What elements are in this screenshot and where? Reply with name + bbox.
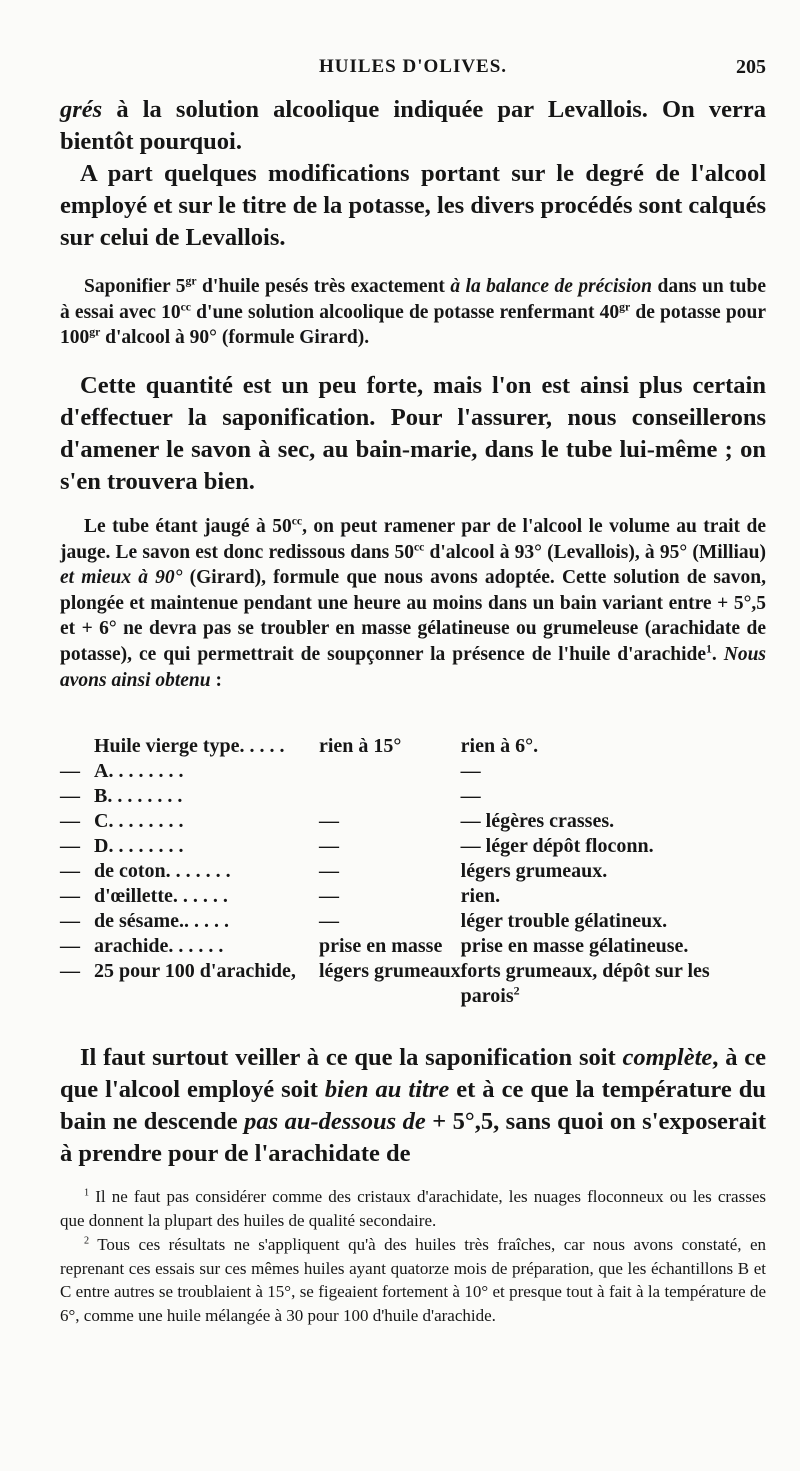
unit-superscript: gr <box>185 274 197 288</box>
italic-phrase: bien au titre <box>324 1076 450 1103</box>
footnote-text: Il ne faut pas considérer comme des cristaux d'arachidate, les nuages floconneux ou les crasses que donnent la plupart des huiles de qualité secondaire. <box>60 1187 766 1230</box>
unit-superscript: cc <box>180 300 191 314</box>
oil-name-text: arachide. . . . . . <box>94 935 224 957</box>
ditto-mark-text: — <box>60 960 80 982</box>
oil-name <box>94 959 319 1009</box>
ditto-mark-text: — <box>60 760 80 782</box>
result-15-deg-text: — <box>319 835 339 857</box>
running-title: HUILES D'OLIVES. <box>318 56 508 77</box>
table-row <box>60 859 766 884</box>
page-header <box>60 56 766 86</box>
italic-phrase: et mieux à 90° <box>60 567 183 589</box>
oil-name <box>94 809 319 834</box>
table-row <box>60 934 766 959</box>
ditto-mark <box>60 734 94 759</box>
italic-phrase: pas au-dessous de <box>244 1108 426 1135</box>
unit-superscript: cc <box>413 540 425 554</box>
footnote-1 <box>60 1185 766 1232</box>
text-run: + 5°,5, sans quoi on s'exposerait à prendre pour de l'arachidate de <box>60 1108 767 1167</box>
text-run: (Girard), formule que nous avons adoptée. Cette solution de savon, plongée et maintenue pendant une heure au moins dans un bain variant entre + 5°,5 et + 6° ne devra pas se troubler en masse gélatineuse ou grumeleuse (arachidate de potasse), ce qui permettrait de soupçonner la présence de l'huile d'arachide <box>60 567 766 665</box>
table-row <box>60 759 766 784</box>
ditto-mark <box>60 809 94 834</box>
ditto-mark-text: — <box>60 935 80 957</box>
result-15-deg <box>319 859 461 884</box>
oil-name <box>94 934 319 959</box>
text-run: d'alcool à 93° (Levallois), à 95° (Milliau) <box>424 541 766 563</box>
result-6-deg-text: — légères crasses. <box>460 810 615 832</box>
paragraph-conclusion <box>60 1042 766 1170</box>
oil-name-text: d'œillette. . . . . . <box>94 885 228 907</box>
ditto-mark <box>60 759 94 784</box>
paragraph-quantity: Cette quantité est un peu forte, mais l'on est ainsi plus certain d'effectuer la saponification. Pour l'assurer, nous conseillerons d'amener le savon à sec, au bain-marie, dans le tube lui-même ; on s'en trouvera bien. <box>60 372 766 495</box>
text-run: , à ce que l'alcool employé soit <box>60 1044 767 1103</box>
oil-name <box>94 884 319 909</box>
ditto-mark <box>60 859 94 884</box>
result-6-deg-text: rien. <box>460 885 501 907</box>
result-6-deg-text: — <box>460 785 481 807</box>
result-6-deg <box>461 909 766 934</box>
ditto-mark-text: — <box>60 860 80 882</box>
text-run: d'huile pesés très exactement <box>196 276 451 297</box>
result-6-deg <box>461 959 766 1009</box>
ditto-mark-text: — <box>60 835 80 857</box>
unit-superscript: gr <box>89 325 101 339</box>
result-15-deg <box>319 809 461 834</box>
result-15-deg-text: — <box>319 885 339 907</box>
footnote-text: Tous ces résultats ne s'appliquent qu'à des huiles très fraîches, car nous avons constaté, en reprenant ces essais sur ces mêmes huiles ayant quatorze mois de préparation, que les échantillons B et C entre autres se troublaient à 15°, se figeaient fortement à 10° et presque tout à fait à la température de 6°, comme une huile mélangée à 30 pour 100 d'huile d'arachide. <box>60 1235 766 1325</box>
result-15-deg <box>319 934 461 959</box>
paragraph-text: à la solution alcoolique indiquée par Levallois. On verra bientôt pourquoi. <box>60 96 766 155</box>
result-6-deg <box>461 834 766 859</box>
result-15-deg-text: — <box>319 860 339 882</box>
oil-name-text: de sésame.. . . . . <box>94 910 229 932</box>
oil-name <box>94 909 319 934</box>
result-6-deg-text: — <box>460 760 481 782</box>
result-6-deg-text: prise en masse gélatineuse. <box>460 935 689 957</box>
unit-superscript: gr <box>619 300 631 314</box>
ditto-mark <box>60 934 94 959</box>
result-6-deg <box>461 759 766 784</box>
result-15-deg <box>319 759 461 784</box>
result-6-deg <box>461 809 766 834</box>
ditto-mark-text: — <box>60 810 80 832</box>
text-run: Saponifier 5 <box>84 276 186 297</box>
text-run: , on peut ramener par de l'alcool le volume au trait de jauge. Le savon est donc redissous dans 50 <box>60 516 766 563</box>
result-15-deg <box>319 734 461 759</box>
results-table <box>60 734 766 1009</box>
italic-phrase: à la balance de précision <box>450 276 653 297</box>
result-6-deg <box>461 859 766 884</box>
result-15-deg <box>319 834 461 859</box>
ditto-mark-text: — <box>60 785 80 807</box>
oil-name <box>94 784 319 809</box>
footnote-ref: 1 <box>706 642 712 656</box>
oil-name-text: C. . . . . . . . <box>94 810 184 832</box>
ditto-mark <box>60 959 94 1009</box>
result-15-deg <box>319 784 461 809</box>
oil-name-text: de coton. . . . . . . <box>94 860 231 882</box>
result-6-deg-text: rien à 6°. <box>460 735 539 757</box>
table-row <box>60 784 766 809</box>
ditto-mark <box>60 884 94 909</box>
text-run: : <box>210 669 222 691</box>
ditto-mark <box>60 834 94 859</box>
result-6-deg-text: — léger dépôt floconn. <box>460 835 654 857</box>
table-row <box>60 884 766 909</box>
oil-name-text: Huile vierge type. . . . . <box>94 735 285 757</box>
oil-name <box>94 834 319 859</box>
oil-name-text: B. . . . . . . . <box>94 785 183 807</box>
text-run: Le tube étant jaugé à 50 <box>84 516 292 537</box>
result-15-deg <box>319 909 461 934</box>
footnote-number: 2 <box>84 1235 90 1247</box>
text-run: d'alcool à 90° (formule Girard). <box>100 327 370 349</box>
result-15-deg-text: rien à 15° <box>319 735 402 757</box>
result-6-deg-text: légers grumeaux. <box>460 860 608 882</box>
result-6-deg <box>461 784 766 809</box>
paragraph-procedures: A part quelques modifications portant sur le degré de l'alcool employé et sur le titre de la potasse, les divers procédés sont calqués sur celui de Levallois. <box>60 160 766 251</box>
ditto-mark-text: — <box>60 885 80 907</box>
paragraph-tube-procedure <box>60 514 766 693</box>
result-15-deg <box>319 959 461 1009</box>
oil-name <box>94 859 319 884</box>
footnote-2 <box>60 1233 766 1327</box>
result-6-deg <box>461 884 766 909</box>
text-run: Il faut surtout veiller à ce que la saponification soit <box>80 1044 623 1071</box>
page-number: 205 <box>736 56 766 78</box>
table-row <box>60 809 766 834</box>
result-15-deg-text: prise en masse <box>319 935 443 957</box>
oil-name-text: A. . . . . . . . <box>94 760 184 782</box>
result-6-deg-text: forts grumeaux, dépôt sur les parois <box>460 960 710 1007</box>
text-run: et à ce que la température du bain ne descende <box>60 1076 766 1135</box>
table-row <box>60 834 766 859</box>
result-15-deg-text: — <box>319 810 339 832</box>
text-run: d'une solution alcoolique de potasse renfermant 40 <box>191 301 620 323</box>
result-15-deg-text: — <box>319 910 339 932</box>
footnote-ref: 2 <box>513 983 520 998</box>
oil-name-text: 25 pour 100 d'arachide, <box>94 960 296 982</box>
paragraph-continuation <box>60 94 766 158</box>
result-15-deg-text: légers grumeaux <box>319 960 461 982</box>
oil-name <box>94 759 319 784</box>
italic-word: grés <box>60 96 103 123</box>
oil-name-text: D. . . . . . . . <box>94 835 184 857</box>
footnote-number: 1 <box>84 1187 90 1199</box>
result-6-deg <box>461 734 766 759</box>
ditto-mark <box>60 784 94 809</box>
ditto-mark-text: — <box>60 910 80 932</box>
table-row <box>60 959 766 1009</box>
table-row <box>60 909 766 934</box>
text-run: dans un tube à essai avec 10 <box>60 276 766 323</box>
paragraph-saponify-instructions <box>60 274 766 351</box>
table-row <box>60 734 766 759</box>
text-run: . <box>711 643 724 665</box>
ditto-mark <box>60 909 94 934</box>
italic-phrase: Nous avons ainsi obtenu <box>60 643 767 691</box>
result-6-deg <box>461 934 766 959</box>
oil-name <box>94 734 319 759</box>
text-run: de potasse pour 100 <box>60 301 766 349</box>
result-15-deg <box>319 884 461 909</box>
unit-superscript: cc <box>291 514 303 528</box>
italic-phrase: complète <box>622 1044 713 1071</box>
result-6-deg-text: léger trouble gélatineux. <box>460 910 668 932</box>
